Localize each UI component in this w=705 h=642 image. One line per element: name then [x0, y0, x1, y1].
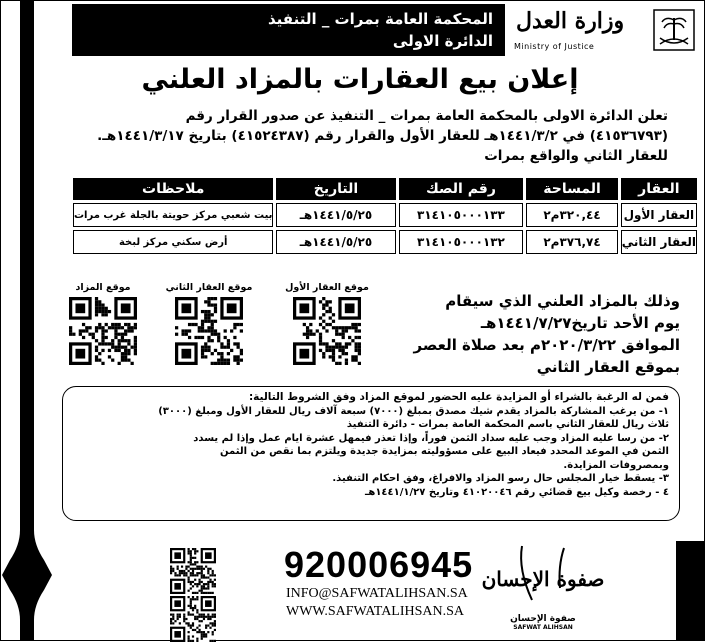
condition-1b: ثلاث ريال للعقار الثاني باسم المحكمة العامة بمرات - دائرة التنفيذ: [346, 419, 669, 430]
auction-line-1: وذلك بالمزاد العلني الذي سيقام: [445, 292, 680, 310]
table-row: [73, 230, 697, 254]
conditions-box: [62, 386, 680, 521]
condition-2a: ٢- من رسا عليه المزاد وجب عليه سداد الثمن فوراً، وإذا تعذر فيمهل عشرة ايام عمل وإذا لم يسدد: [193, 432, 669, 444]
cell-deed-number: ٣١٤١٠٥٠٠٠١٣٣: [399, 203, 524, 227]
qr-code-icon[interactable]: [293, 297, 361, 365]
announcement-title: إعلان بيع العقارات بالمزاد العلني: [141, 64, 579, 95]
cell-area: ٣٢٠,٤٤م٢: [526, 203, 617, 227]
header-area: المساحة: [526, 178, 617, 200]
court-circuit: الدائرة الاولى: [392, 32, 493, 50]
table-row: [73, 203, 697, 227]
svg-text:صفوة الإحسان: صفوة الإحسان: [481, 567, 605, 591]
cell-notes: أرض سكني مركز لبخة: [73, 230, 273, 254]
header-deed-number: رقم الصك: [399, 178, 524, 200]
qr-code-icon[interactable]: [175, 297, 243, 365]
qr-first-property-label: موقع العقار الأول: [285, 282, 369, 293]
safwat-alihsan-logo: [481, 540, 605, 638]
condition-4: ٤ - رخصة وكيل بيع قضائي رقم ٤١٠٢٠٠٤٦ وتاريخ ١٤٤١/١/٢٧هـ: [364, 486, 669, 498]
court-header: [72, 4, 505, 56]
header-property: العقار: [621, 178, 697, 200]
intro-line-1: تعلن الدائرة الاولى بالمحكمة العامة بمرات _ التنفيذ عن صدور القرار رقم: [185, 108, 668, 124]
cell-date: ١٤٤١/٥/٢٥هـ: [276, 230, 395, 254]
auction-line-4: بموقع العقار الثاني: [536, 358, 680, 376]
table-header-row: [73, 178, 697, 200]
conditions-heading: فمن له الرغبة بالشراء أو المزايدة عليه الحضور لموقع المزاد وفق الشروط التالية:: [248, 391, 669, 403]
cell-date: ١٤٤١/٥/٢٥هـ: [276, 203, 395, 227]
header-date: التاريخ: [276, 178, 395, 200]
footer-qr-code-icon[interactable]: [170, 548, 216, 594]
qr-auction-label: موقع المزاد: [75, 282, 131, 293]
qr-auction-location[interactable]: [58, 282, 148, 369]
footer-qr-code-icon[interactable]: [170, 596, 216, 642]
ministry-name-arabic: وزارة العدل: [516, 8, 625, 34]
decorative-stripe: [0, 0, 54, 641]
ministry-logo: [510, 6, 700, 56]
cell-area: ٣٧٦,٧٤م٢: [526, 230, 617, 254]
condition-2b: الثمن في الموعد المحدد فيعاد البيع على مسؤوليته بمزايدة جديدة ويلتزم بما نقص من الثمن: [220, 446, 669, 457]
palm-swords-emblem-icon: [652, 8, 696, 52]
condition-3: ٣- يسقط خيار المجلس حال رسو المزاد والافراغ، وفق احكام التنفيذ.: [332, 473, 669, 484]
header-notes: ملاحظات: [73, 178, 273, 200]
cell-property: العقار الثاني: [621, 230, 697, 254]
cell-property: العقار الأول: [621, 203, 697, 227]
condition-1a: ١- من يرغب المشاركة بالمزاد يقدم شيك مصدق بمبلغ (٧٠٠٠) سبعة آلاف ريال للعقار الأول ومبلغ (٣٠٠٠): [158, 405, 669, 417]
qr-second-property-label: موقع العقار الثاني: [165, 282, 253, 293]
auction-line-2: يوم الأحد تاريخ١٤٤١/٧/٢٧هـ: [480, 314, 680, 332]
brand-name-arabic: صفوة الإحسان: [510, 614, 576, 624]
email-link[interactable]: INFO@SAFWATALIHSAN.SA: [286, 586, 468, 601]
brand-name-english: SAFWAT ALIHSAN: [513, 624, 573, 631]
intro-line-3: للعقار الثاني والواقع بمرات: [484, 148, 668, 164]
qr-code-icon[interactable]: [69, 297, 137, 365]
footer-black-bar: [676, 541, 705, 641]
intro-line-2: (٤١٥٣٦٧٩٣) في ١٤٤١/٣/٢هـ للعقار الأول والقرار رقم (٤١٥٢٤٣٨٧) بتاريخ ١٤٤١/٣/١٧هـ.: [97, 128, 668, 144]
court-name: المحكمة العامة بمرات _ التنفيذ: [268, 10, 493, 28]
announcement-intro: [70, 106, 668, 166]
calligraphy-logo-icon: [481, 540, 605, 610]
auction-details: [404, 290, 680, 378]
qr-second-property[interactable]: [164, 282, 254, 369]
website-link[interactable]: WWW.SAFWATALIHSAN.SA: [286, 604, 465, 619]
auction-line-3: الموافق ٢٠٢٠/٣/٢٢م بعد صلاة العصر: [413, 336, 680, 354]
cell-deed-number: ٣١٤١٠٥٠٠٠١٣٢: [399, 230, 524, 254]
cell-notes: بيت شعبي مركز حويتة بالجلة غرب مرات: [73, 203, 273, 227]
qr-first-property[interactable]: [282, 282, 372, 369]
phone-number[interactable]: 920006945: [284, 544, 474, 585]
ministry-name-english: Ministry of Justice: [514, 42, 595, 51]
condition-2c: وبمصروفات المزايدة.: [563, 459, 669, 471]
properties-table: [70, 175, 700, 257]
